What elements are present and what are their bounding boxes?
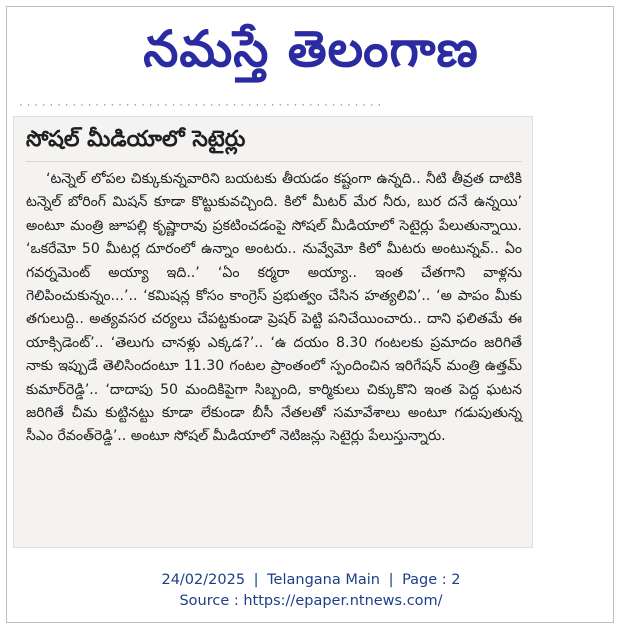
footer-meta-line bbox=[7, 570, 615, 591]
footer-separator: | bbox=[253, 572, 259, 588]
footer-edition: Telangana Main bbox=[267, 572, 380, 588]
article-body bbox=[26, 168, 522, 449]
article-paragraph: ‘టన్నెల్ లోపల చిక్కుకున్నవారిని బయటకు తీయడం కష్టంగా ఉన్నది.. నీటి తీవ్రత దాటికి టన్నెల్ బోరింగ్ మిషన్ కూడా కొట్టుకువచ్చింది. కిలో మీటర్ మేర నీరు, బుర దనే ఉన్నయి’ అంటూ మంత్రి జూపల్లి కృష్ణారావు ప్రకటించడంపై సోషల్ మీడియాలో సెటైర్లు పేలుతున్నాయి. ‘ఒకరేమో 50 మీటర్ల దూరంలో ఉన్నాం అంటరు.. నువ్వేమో కిలో మీటరు అంటున్నవ్.. ఏం గవర్నమెంట్ అయ్యా ఇది..’ ‘ఏం కర్మరా అయ్యా.. ఇంత చేతగాని వాళ్లను గెలిపించుకున్నం...’.. ‘కమిషన్ల కోసం కాంగ్రెస్ ప్రభుత్వం చేసిన హత్యలివి’.. ‘అ పాపం మీకు తగులుద్ది.. అత్యవసర చర్యలు చేపట్టకుండా ప్రెషర్ పెట్టి పనిచేయించారు.. దాని ఫలితమే ఈ యాక్సిడెంట్’.. ‘తెలుగు చానళ్లు ఎక్కడ?’.. ‘ఉ దయం 8.30 గంటలకు ప్రమాదం జరిగితే నాకు ఇప్పుడే తెలిసిందంటూ 11.30 గంటల ప్రాంతంలో స్పందించిన ఇరిగేషన్ మంత్రి ఉత్తమ్ కుమార్‌రెడ్డి’.. ‘దాదాపు 50 మందికిపైగా సిబ్బంది, కార్మికులు చిక్కుకొని ఇంత పెద్ద ఘటన జరిగితే చీమ కుట్టినట్టు కూడా లేకుండా బీసీ నేతలతో సమావేశాలు అంటూ గడుపుతున్న సీఎం రేవంత్‌రెడ్డి’.. అంటూ సోషల్ మీడియాలో నెటిజన్లు సెటైర్లు పేలుస్తున్నారు. bbox=[26, 171, 522, 445]
cut-off-text-strip: ⋅ ⋅ ⋅ ⋅ ⋅ ⋅ ⋅ ⋅ ⋅ ⋅ ⋅ ⋅ ⋅ ⋅ ⋅ ⋅ ⋅ ⋅ ⋅ ⋅ ⋅ ⋅ ⋅ ⋅ ⋅ ⋅ ⋅ ⋅ ⋅ ⋅ ⋅ ⋅ ⋅ ⋅ ⋅ ⋅ ⋅ ⋅ ⋅ ⋅ ⋅ ⋅ ⋅ ⋅ ⋅ ⋅ ⋅ ⋅ bbox=[19, 99, 382, 111]
footer-date: 24/02/2025 bbox=[161, 572, 246, 588]
footer-page: Page : 2 bbox=[402, 572, 461, 588]
footer-source-link[interactable]: Source : https://epaper.ntnews.com/ bbox=[179, 593, 443, 609]
footer-separator: | bbox=[388, 572, 394, 588]
article-headline: సోషల్ మీడియాలో సెటైర్లు bbox=[26, 123, 522, 162]
article-clipping bbox=[13, 116, 533, 548]
clipping-footer bbox=[7, 570, 615, 612]
epaper-clipping-frame bbox=[6, 6, 614, 623]
newspaper-masthead: నమస్తే తెలంగాణ bbox=[143, 19, 479, 78]
